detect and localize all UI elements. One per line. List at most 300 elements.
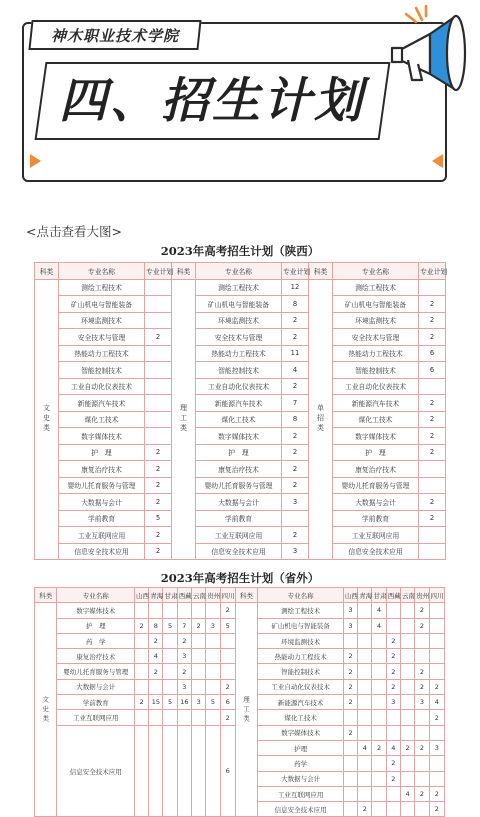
header-major: 专业名称 — [258, 588, 344, 603]
major-cell: 环境监测技术 — [59, 312, 145, 329]
major-cell: 护 理 — [196, 444, 282, 461]
major-cell: 工业互联网应用 — [59, 527, 145, 544]
view-full-image-link[interactable]: <点击查看大图> — [26, 224, 122, 239]
major-cell: 热能动力工程技术 — [59, 345, 145, 362]
major-cell: 煤化工技术 — [196, 411, 282, 428]
table-shaanxi — [34, 262, 446, 560]
table-row — [35, 362, 446, 379]
plan-cell: 6 — [419, 345, 446, 362]
triangle-right-icon — [432, 154, 443, 168]
major-cell: 婴幼儿托育服务与管理 — [57, 664, 135, 679]
major-cell: 测绘工程技术 — [59, 279, 145, 296]
plan-cell — [192, 664, 206, 679]
plan-cell: 4 — [429, 695, 444, 710]
plan-cell — [145, 378, 172, 395]
plan-cell — [372, 771, 386, 786]
major-cell: 安全技术与管理 — [59, 329, 145, 346]
plan-cell: 8 — [149, 618, 163, 633]
major-cell: 数字媒体技术 — [196, 428, 282, 445]
plan-cell — [145, 345, 172, 362]
plan-cell: 4 — [372, 618, 386, 633]
header-province: 青海 — [358, 588, 372, 603]
major-cell: 大数据与会计 — [57, 679, 135, 694]
plan-cell — [145, 362, 172, 379]
plan-cell — [343, 740, 357, 755]
plan-cell — [400, 802, 414, 817]
table-row — [35, 411, 446, 428]
plan-cell: 5 — [145, 510, 172, 527]
major-cell: 环境监测技术 — [258, 633, 344, 648]
header-province: 青海 — [149, 588, 163, 603]
major-cell: 信息安全技术应用 — [57, 725, 135, 817]
plan-cell: 2 — [282, 329, 309, 346]
plan-cell: 2 — [134, 618, 148, 633]
table-outside-title: 2023年高考招生计划（省外） — [160, 571, 320, 585]
table-row — [35, 477, 446, 494]
plan-cell — [163, 679, 177, 694]
section-title: 四、招生计划 — [59, 73, 366, 129]
plan-cell: 5 — [163, 618, 177, 633]
header-province: 山西 — [343, 588, 357, 603]
plan-cell — [400, 695, 414, 710]
plan-cell: 8 — [282, 296, 309, 313]
plan-cell: 2 — [192, 618, 206, 633]
table-header-row — [35, 588, 445, 603]
major-cell: 数字媒体技术 — [258, 725, 344, 740]
header-major: 专业名称 — [333, 263, 419, 280]
header-banner — [0, 0, 480, 200]
plan-cell: 2 — [429, 679, 444, 694]
plan-cell — [419, 527, 446, 544]
plan-cell — [400, 603, 414, 618]
plan-cell: 2 — [145, 527, 172, 544]
plan-cell — [220, 664, 235, 679]
plan-cell — [145, 428, 172, 445]
plan-cell: 8 — [282, 411, 309, 428]
plan-cell — [134, 649, 148, 664]
plan-cell — [415, 756, 429, 771]
header-major: 专业名称 — [59, 263, 145, 280]
plan-cell — [358, 725, 372, 740]
plan-cell: 15 — [149, 695, 163, 710]
plan-cell: 3 — [177, 679, 191, 694]
plan-cell: 2 — [282, 461, 309, 478]
plan-cell — [419, 461, 446, 478]
plan-cell: 2 — [419, 395, 446, 412]
category-cell: 单招类 — [309, 279, 333, 560]
table-row — [35, 378, 446, 395]
plan-cell: 12 — [282, 279, 309, 296]
plan-cell — [177, 603, 191, 618]
plan-cell: 2 — [419, 494, 446, 511]
plan-cell: 16 — [177, 695, 191, 710]
triangle-left-icon — [30, 154, 41, 168]
plan-cell: 2 — [282, 428, 309, 445]
major-cell: 信息安全技术应用 — [196, 543, 282, 560]
header-plan: 专业计划 — [419, 263, 446, 280]
plan-cell: 2 — [282, 477, 309, 494]
major-cell: 热能动力工程技术 — [258, 649, 344, 664]
major-cell: 康复治疗技术 — [59, 461, 145, 478]
table-row — [35, 461, 446, 478]
plan-cell: 2 — [415, 786, 429, 801]
plan-cell — [415, 802, 429, 817]
plan-cell — [192, 633, 206, 648]
plan-cell — [429, 771, 444, 786]
header-province: 西藏 — [386, 588, 400, 603]
plan-cell: 2 — [386, 756, 400, 771]
plan-cell — [358, 756, 372, 771]
plan-cell — [206, 649, 220, 664]
plan-cell — [400, 756, 414, 771]
plan-cell — [192, 603, 206, 618]
plan-cell — [358, 633, 372, 648]
plan-cell — [415, 633, 429, 648]
plan-cell — [415, 710, 429, 725]
major-cell: 矿山机电与智能装备 — [196, 296, 282, 313]
plan-cell: 2 — [220, 710, 235, 725]
major-cell: 婴幼儿托育服务与管理 — [196, 477, 282, 494]
plan-cell: 2 — [282, 312, 309, 329]
plan-cell — [206, 633, 220, 648]
plan-cell — [149, 603, 163, 618]
major-cell: 药 学 — [57, 633, 135, 648]
plan-cell — [400, 618, 414, 633]
plan-cell: 7 — [282, 395, 309, 412]
plan-cell — [134, 679, 148, 694]
header-category: 科类 — [235, 588, 257, 603]
plan-cell — [372, 679, 386, 694]
plan-cell — [372, 649, 386, 664]
plan-cell — [343, 786, 357, 801]
plan-cell: 2 — [145, 543, 172, 560]
major-cell: 新能源汽车技术 — [196, 395, 282, 412]
table-row — [35, 345, 446, 362]
plan-cell: 3 — [429, 740, 444, 755]
plan-cell — [145, 312, 172, 329]
plan-cell — [206, 725, 220, 817]
plan-cell: 2 — [145, 329, 172, 346]
plan-cell: 5 — [206, 695, 220, 710]
plan-cell — [358, 603, 372, 618]
major-cell: 工业自动化仪表技术 — [333, 378, 419, 395]
plan-cell — [134, 710, 148, 725]
plan-cell: 2 — [343, 695, 357, 710]
plan-cell: 2 — [343, 679, 357, 694]
plan-cell — [429, 664, 444, 679]
major-cell: 学前教育 — [333, 510, 419, 527]
plan-cell: 2 — [415, 740, 429, 755]
major-cell: 大数据与会计 — [196, 494, 282, 511]
plan-cell — [415, 649, 429, 664]
table-row — [35, 296, 446, 313]
major-cell: 工业自动化仪表技术 — [59, 378, 145, 395]
plan-cell — [134, 725, 148, 817]
major-cell: 婴幼儿托育服务与管理 — [59, 477, 145, 494]
plan-cell: 2 — [419, 428, 446, 445]
header-plan: 专业计划 — [282, 263, 309, 280]
plan-cell: 3 — [282, 543, 309, 560]
plan-cell — [372, 786, 386, 801]
major-cell: 康复治疗技术 — [333, 461, 419, 478]
major-cell: 新能源汽车技术 — [59, 395, 145, 412]
major-cell: 新能源汽车技术 — [258, 695, 344, 710]
major-cell: 测绘工程技术 — [333, 279, 419, 296]
plan-cell — [145, 411, 172, 428]
category-cell: 理工类 — [235, 603, 257, 817]
plan-cell: 2 — [429, 710, 444, 725]
plan-cell — [386, 802, 400, 817]
plan-cell — [134, 633, 148, 648]
plan-cell: 2 — [145, 494, 172, 511]
major-cell: 工业自动化仪表技术 — [196, 378, 282, 395]
major-cell: 信息安全技术应用 — [59, 543, 145, 560]
major-cell: 工业互联网应用 — [333, 527, 419, 544]
plan-cell: 2 — [343, 649, 357, 664]
plan-cell — [206, 603, 220, 618]
plan-cell — [192, 679, 206, 694]
plan-cell — [386, 618, 400, 633]
plan-cell: 2 — [429, 802, 444, 817]
plan-cell: 2 — [386, 633, 400, 648]
plan-cell — [163, 649, 177, 664]
plan-cell: 2 — [386, 664, 400, 679]
header-province: 甘肃 — [372, 588, 386, 603]
plan-cell — [400, 664, 414, 679]
plan-cell: 2 — [419, 329, 446, 346]
header-province: 四川 — [429, 588, 444, 603]
plan-cell — [400, 679, 414, 694]
plan-cell — [419, 378, 446, 395]
plan-cell: 11 — [282, 345, 309, 362]
major-cell: 数字媒体技术 — [57, 603, 135, 618]
plan-cell — [415, 725, 429, 740]
plan-cell — [206, 664, 220, 679]
table-row — [35, 312, 446, 329]
table-header-row — [35, 263, 446, 280]
major-cell: 矿山机电与智能装备 — [59, 296, 145, 313]
school-name: 神木职业技术学院 — [50, 26, 179, 45]
plan-cell: 4 — [400, 786, 414, 801]
plan-cell: 2 — [145, 477, 172, 494]
plan-cell — [400, 633, 414, 648]
plan-cell: 2 — [419, 296, 446, 313]
category-cell: 文史类 — [35, 603, 57, 817]
plan-cell: 6 — [220, 695, 235, 710]
plan-cell: 2 — [145, 461, 172, 478]
major-cell: 护 理 — [333, 444, 419, 461]
header-province: 西藏 — [177, 588, 191, 603]
plan-cell: 2 — [220, 679, 235, 694]
category-cell: 理工类 — [172, 279, 196, 560]
plan-cell: 4 — [372, 603, 386, 618]
plan-cell: 2 — [415, 664, 429, 679]
plan-cell: 2 — [386, 649, 400, 664]
plan-cell: 2 — [282, 444, 309, 461]
plan-cell — [429, 603, 444, 618]
header-plan: 专业计划 — [145, 263, 172, 280]
plan-cell: 6 — [220, 725, 235, 817]
plan-cell — [372, 695, 386, 710]
major-cell: 护 理 — [59, 444, 145, 461]
major-cell: 矿山机电与智能装备 — [333, 296, 419, 313]
major-cell: 数字媒体技术 — [333, 428, 419, 445]
major-cell: 婴幼儿托育服务与管理 — [333, 477, 419, 494]
major-cell: 学前教育 — [59, 510, 145, 527]
plan-cell — [343, 771, 357, 786]
plan-cell: 3 — [343, 618, 357, 633]
major-cell: 康复治疗技术 — [57, 649, 135, 664]
plan-cell — [429, 618, 444, 633]
plan-cell: 7 — [177, 618, 191, 633]
plan-cell — [163, 664, 177, 679]
plan-cell — [177, 710, 191, 725]
category-cell: 文史类 — [35, 279, 59, 560]
plan-cell — [149, 679, 163, 694]
table-row — [35, 543, 446, 560]
header-province: 四川 — [220, 588, 235, 603]
plan-cell — [343, 756, 357, 771]
plan-cell — [429, 756, 444, 771]
plan-cell — [358, 679, 372, 694]
plan-cell — [220, 633, 235, 648]
plan-cell: 2 — [429, 786, 444, 801]
major-cell: 煤化工技术 — [59, 411, 145, 428]
plan-cell — [192, 725, 206, 817]
major-cell: 安全技术与管理 — [333, 329, 419, 346]
major-cell: 康复治疗技术 — [196, 461, 282, 478]
plan-cell — [206, 679, 220, 694]
plan-cell — [145, 279, 172, 296]
plan-cell — [372, 756, 386, 771]
plan-cell: 2 — [134, 695, 148, 710]
plan-cell — [358, 664, 372, 679]
major-cell: 工业自动化仪表技术 — [258, 679, 344, 694]
plan-cell — [400, 771, 414, 786]
plan-cell — [419, 543, 446, 560]
plan-cell: 2 — [386, 771, 400, 786]
plan-cell: 4 — [386, 740, 400, 755]
major-cell: 学前教育 — [57, 695, 135, 710]
plan-cell: 6 — [419, 362, 446, 379]
major-cell: 工业互联网应用 — [57, 710, 135, 725]
plan-cell: 3 — [206, 618, 220, 633]
plan-cell: 2 — [282, 527, 309, 544]
plan-cell: 2 — [282, 378, 309, 395]
plan-cell — [192, 710, 206, 725]
plan-cell: 2 — [343, 664, 357, 679]
major-cell: 安全技术与管理 — [196, 329, 282, 346]
plan-cell — [419, 477, 446, 494]
major-cell: 智能控制技术 — [59, 362, 145, 379]
plan-cell — [372, 710, 386, 725]
plan-cell: 5 — [220, 618, 235, 633]
plan-cell — [343, 633, 357, 648]
table-row — [35, 279, 446, 296]
major-cell: 大数据与会计 — [333, 494, 419, 511]
plan-cell — [386, 725, 400, 740]
major-cell: 测绘工程技术 — [258, 603, 344, 618]
major-cell: 测绘工程技术 — [196, 279, 282, 296]
plan-cell — [358, 710, 372, 725]
plan-cell: 2 — [358, 802, 372, 817]
plan-cell: 3 — [386, 695, 400, 710]
table-row — [35, 603, 445, 618]
table-row — [35, 329, 446, 346]
major-cell: 药学 — [258, 756, 344, 771]
megaphone-icon — [386, 4, 476, 94]
plan-cell: 2 — [372, 740, 386, 755]
plan-cell: 3 — [177, 649, 191, 664]
plan-cell — [149, 710, 163, 725]
major-cell: 护理 — [258, 740, 344, 755]
plan-cell — [358, 649, 372, 664]
major-cell: 数字媒体技术 — [59, 428, 145, 445]
school-name-tag — [28, 20, 201, 50]
major-cell: 工业互联网应用 — [196, 527, 282, 544]
header-category: 科类 — [172, 263, 196, 280]
major-cell: 信息安全技术应用 — [258, 802, 344, 817]
plan-cell — [372, 664, 386, 679]
plan-cell — [386, 786, 400, 801]
plan-cell: 3 — [343, 603, 357, 618]
major-cell: 大数据与会计 — [258, 771, 344, 786]
major-cell: 信息安全技术应用 — [333, 543, 419, 560]
plan-cell — [372, 802, 386, 817]
table-row — [35, 428, 446, 445]
major-cell: 煤化工技术 — [258, 710, 344, 725]
plan-cell: 3 — [282, 494, 309, 511]
plan-cell — [343, 802, 357, 817]
major-cell: 智能控制技术 — [196, 362, 282, 379]
major-cell: 护 理 — [57, 618, 135, 633]
plan-cell: 5 — [163, 695, 177, 710]
header-category: 科类 — [309, 263, 333, 280]
plan-cell — [163, 725, 177, 817]
plan-cell — [343, 710, 357, 725]
plan-cell — [372, 633, 386, 648]
plan-cell: 2 — [149, 633, 163, 648]
plan-cell — [386, 710, 400, 725]
plan-cell: 2 — [419, 411, 446, 428]
major-cell: 学前教育 — [196, 510, 282, 527]
plan-cell — [429, 725, 444, 740]
plan-cell — [358, 786, 372, 801]
major-cell: 智能控制技术 — [333, 362, 419, 379]
major-cell: 工业互联网应用 — [258, 786, 344, 801]
plan-cell — [415, 771, 429, 786]
plan-cell — [145, 296, 172, 313]
plan-cell — [419, 279, 446, 296]
plan-cell: 3 — [415, 695, 429, 710]
plan-cell: 2 — [419, 510, 446, 527]
plan-cell: 2 — [220, 603, 235, 618]
header-category: 科类 — [35, 263, 59, 280]
table-row — [35, 444, 446, 461]
header-province: 贵州 — [206, 588, 220, 603]
plan-cell — [358, 771, 372, 786]
header-province: 甘肃 — [163, 588, 177, 603]
plan-cell — [163, 633, 177, 648]
plan-cell: 2 — [386, 679, 400, 694]
plan-cell — [177, 725, 191, 817]
plan-cell — [429, 633, 444, 648]
plan-cell: 2 — [415, 679, 429, 694]
major-cell: 环境监测技术 — [333, 312, 419, 329]
plan-cell — [282, 510, 309, 527]
major-cell: 煤化工技术 — [333, 411, 419, 428]
plan-cell — [134, 664, 148, 679]
